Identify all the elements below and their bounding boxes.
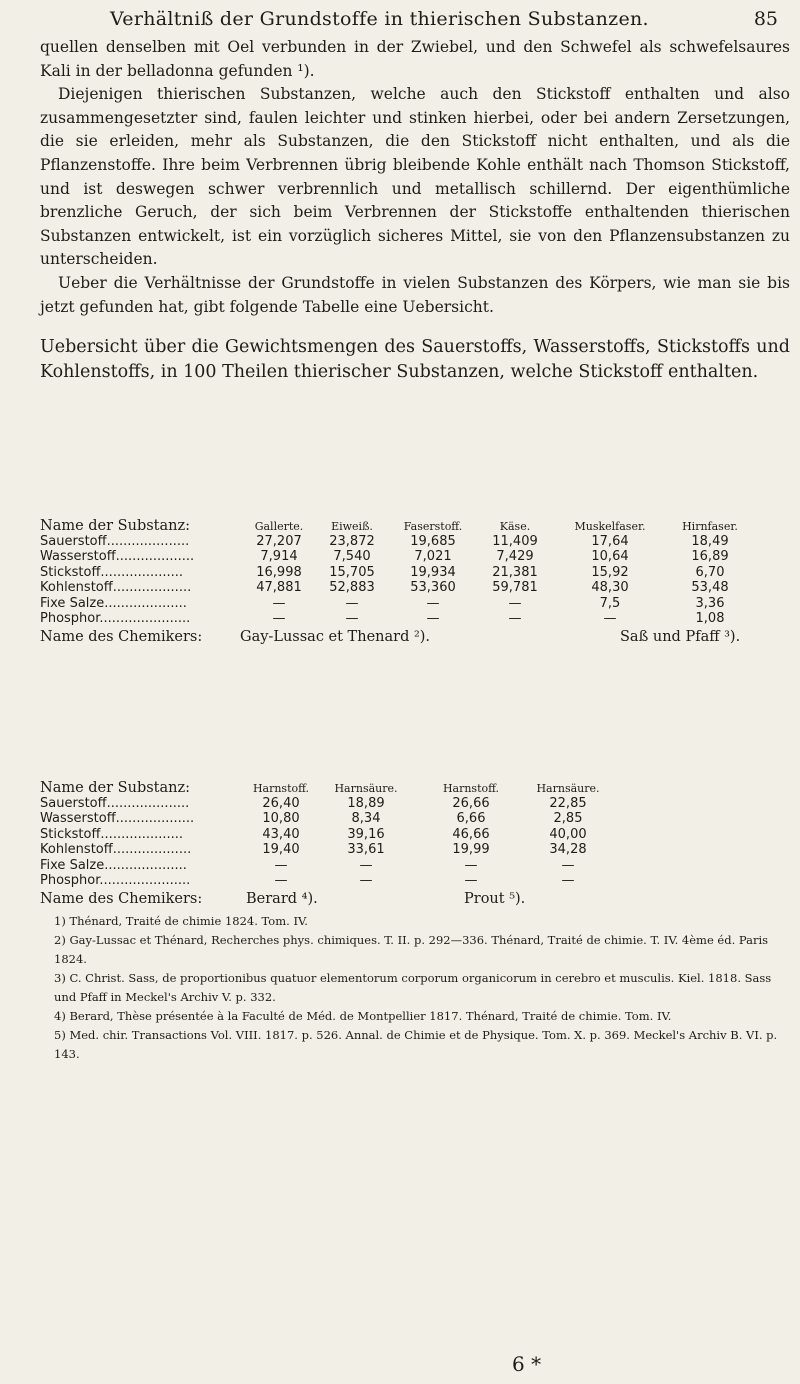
table-cell: —: [603, 611, 617, 626]
substance-name: Fixe Salze....................: [40, 595, 187, 611]
table-cell: 10,80: [262, 811, 300, 826]
substance-name: Sauerstoff....................: [40, 795, 190, 811]
footnote: 2) Gay-Lussac et Thénard, Recherches phys. chimiques. T. II. p. 292—336. Thénard, Traité de chimie. T. IV. 4ème éd. Paris 1824.: [54, 933, 769, 966]
table-cell: —: [508, 595, 522, 611]
table-cell: 11,409: [492, 533, 538, 549]
signature-mark: 6 *: [512, 1352, 542, 1376]
footnote: 4) Berard, Thèse présentée à la Faculté de Méd. de Montpellier 1817. Thénard, Traité de chimie. Tom. IV.: [54, 1009, 672, 1023]
table-cell: 22,85: [549, 795, 587, 811]
table-cell: 48,30: [591, 580, 629, 595]
table-cell: 19,934: [410, 564, 456, 580]
table-cell: —: [345, 595, 359, 611]
column-header: Käse.: [499, 520, 531, 533]
name-header: Name der Substanz:: [40, 518, 191, 534]
table-cell: 33,61: [347, 842, 385, 857]
table-cell: 16,89: [691, 549, 729, 564]
table-cell: 17,64: [591, 533, 629, 549]
table-cell: 16,998: [256, 564, 302, 580]
table-cell: 19,99: [452, 842, 490, 857]
table-cell: 10,64: [591, 549, 629, 564]
chemist-names: Prout ⁵).: [464, 890, 526, 907]
substance-name: Wasserstoff...................: [40, 811, 195, 826]
table-cell: 43,40: [262, 826, 300, 842]
table-cell: 18,49: [691, 533, 729, 549]
column-header: Faserstoff.: [403, 520, 463, 533]
table-cell: 7,914: [260, 549, 298, 564]
substance-name: Kohlenstoff...................: [40, 580, 192, 595]
footnotes: [54, 912, 784, 1064]
table-cell: 8,34: [351, 811, 381, 826]
table-cell: —: [464, 873, 478, 888]
table-cell: —: [426, 611, 440, 626]
table-cell: —: [272, 595, 286, 611]
table-cell: —: [561, 857, 575, 873]
table-cell: 34,28: [549, 842, 587, 857]
chemist-names: Saß und Pfaff ³).: [620, 628, 741, 645]
table-cell: 3,36: [695, 595, 725, 611]
table-cell: 15,92: [591, 564, 629, 580]
footnote: 3) C. Christ. Sass, de proportionibus quatuor elementorum corporum organicorum in cerebro et musculis. Kiel. 1818. Sass und Pfaff in Meckel's Archiv V. p. 332.: [54, 971, 772, 1004]
body-text: [40, 36, 790, 385]
table-cell: 39,16: [347, 826, 385, 842]
column-header: Muskelfaser.: [574, 520, 646, 533]
table-cell: 7,429: [496, 549, 534, 564]
table-cell: —: [274, 873, 288, 888]
table-cell: —: [345, 611, 359, 626]
table-cell: 1,08: [695, 611, 725, 626]
table-cell: 46,66: [452, 826, 490, 842]
table-heading: Uebersicht über die Gewichtsmengen des Sauerstoffs, Wasserstoffs, Stickstoffs und Kohlenstoffs, in 100 Theilen thierischer Substanzen, welche Stickstoff enthalten.: [40, 337, 790, 383]
table-cell: 15,705: [329, 564, 375, 580]
table-cell: 52,883: [329, 580, 375, 595]
chemist-label: Name des Chemikers:: [40, 628, 203, 645]
table-cell: 23,872: [329, 533, 375, 549]
column-header: Harnsäure.: [334, 782, 398, 795]
substance-name: Fixe Salze....................: [40, 857, 187, 873]
table-cell: —: [359, 873, 373, 888]
substance-name: Sauerstoff....................: [40, 533, 190, 549]
table-cell: 21,381: [492, 564, 538, 580]
table-cell: 53,48: [691, 580, 729, 595]
substance-name: Stickstoff....................: [40, 826, 184, 842]
table-cell: 6,70: [695, 564, 725, 580]
table-cell: 40,00: [549, 826, 587, 842]
chemist-label: Name des Chemikers:: [40, 890, 203, 907]
name-header: Name der Substanz:: [40, 780, 191, 796]
column-header: Harnstoff.: [442, 782, 500, 795]
running-head: [0, 8, 800, 38]
paragraph-1: quellen denselben mit Oel verbunden in der Zwiebel, und den Schwefel als schwefelsaures Kali in der belladonna gefunden ¹).: [40, 38, 790, 80]
table-cell: —: [508, 611, 522, 626]
table-cell: 59,781: [492, 580, 538, 595]
running-head-title: Verhältniß der Grundstoffe in thierischen Substanzen.: [110, 8, 649, 30]
table-cell: 18,89: [347, 795, 385, 811]
column-header: Harnsäure.: [536, 782, 600, 795]
substance-name: Kohlenstoff...................: [40, 842, 192, 857]
column-header: Hirnfaser.: [682, 520, 738, 533]
table-cell: —: [274, 857, 288, 873]
page-number: 85: [753, 8, 778, 30]
table-cell: 7,021: [414, 549, 452, 564]
table-cell: 2,85: [553, 811, 583, 826]
table-cell: 19,685: [410, 533, 456, 549]
substance-name: Phosphor......................: [40, 873, 191, 888]
substance-name: Phosphor......................: [40, 611, 191, 626]
table-cell: —: [464, 857, 478, 873]
column-header: Gallerte.: [254, 520, 304, 533]
substance-name: Stickstoff....................: [40, 564, 184, 580]
chemist-names: Berard ⁴).: [246, 890, 318, 907]
table-cell: 26,66: [452, 795, 490, 811]
table-cell: 19,40: [262, 842, 300, 857]
table-cell: 27,207: [256, 533, 302, 549]
table-cell: 6,66: [456, 811, 486, 826]
table-cell: —: [272, 611, 286, 626]
table-cell: 47,881: [256, 580, 302, 595]
table-cell: —: [426, 595, 440, 611]
chemist-names: Gay-Lussac et Thenard ²).: [240, 628, 431, 645]
paragraph-2: Diejenigen thierischen Substanzen, welche auch den Stickstoff enthalten und also zusammengesetzter sind, faulen leichter und stinken hierbei, oder bei andern Zersetzungen, die sie erleiden, mehr als Substanzen, die den Stickstoff nicht enthalten, und als die Pflanzenstoffe. Ihre beim Verbrennen übrig bleibende Kohle enthält nach Thomson Stickstoff, und ist deswegen schwer verbrennlich und metallisch schillernd. Der eigenthümliche brenzliche Geruch, der sich beim Verbrennen der Stickstoffe enthaltenden thierischen Substanzen entwickelt, ist ein vorzüglich sicheres Mittel, sie von den Pflanzensubstanzen zu unterscheiden.: [40, 85, 790, 269]
column-header: Eiweiß.: [331, 520, 373, 533]
table-cell: 26,40: [262, 795, 300, 811]
table-cell: 7,5: [599, 595, 621, 611]
footnote: 5) Med. chir. Transactions Vol. VIII. 1817. p. 526. Annal. de Chimie et de Physique. Tom. X. p. 369. Meckel's Archiv B. VI. p. 143.: [54, 1028, 778, 1061]
table-cell: —: [359, 857, 373, 873]
substance-name: Wasserstoff...................: [40, 549, 195, 564]
footnote: 1) Thénard, Traité de chimie 1824. Tom. IV.: [54, 914, 308, 928]
table-cell: 53,360: [410, 580, 456, 595]
paragraph-3: Ueber die Verhältnisse der Grundstoffe in vielen Substanzen des Körpers, wie man sie bis jetzt gefunden hat, gibt folgende Tabelle eine Uebersicht.: [40, 273, 790, 316]
table-cell: 7,540: [333, 549, 371, 564]
column-header: Harnstoff.: [252, 782, 310, 795]
table-cell: —: [561, 873, 575, 888]
